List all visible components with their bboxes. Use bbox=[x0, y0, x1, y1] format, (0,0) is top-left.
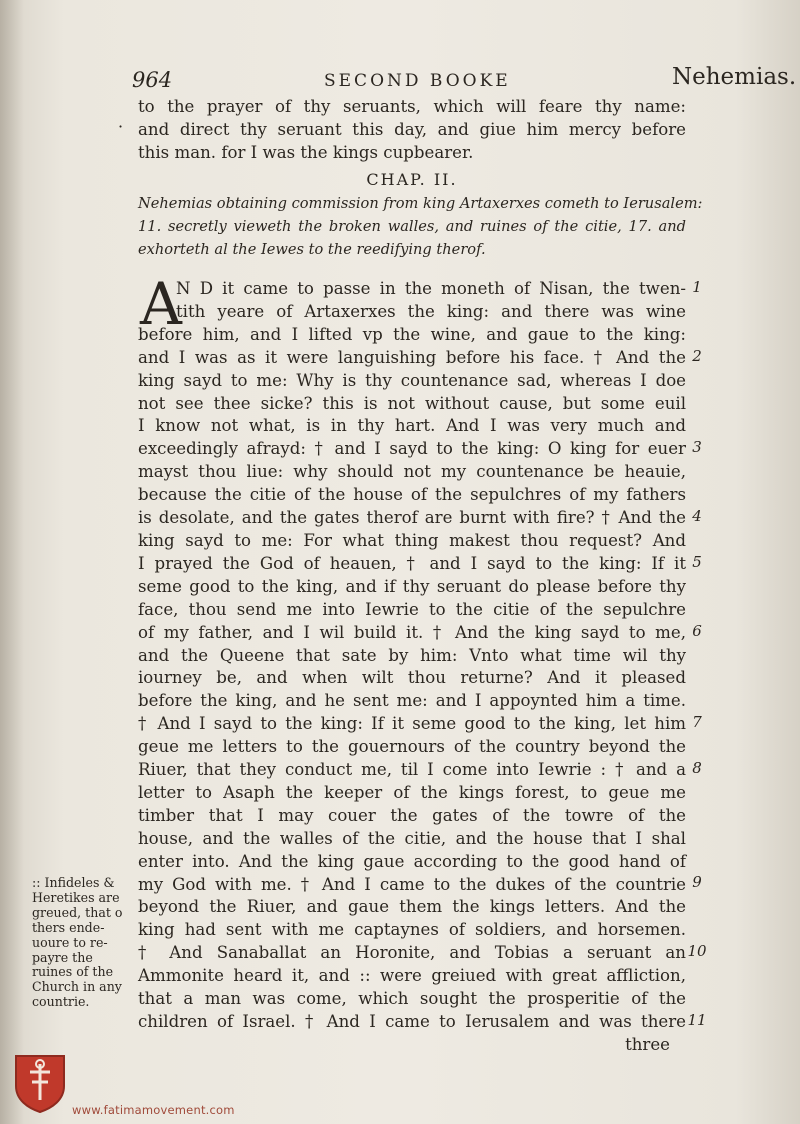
margin-annotation bbox=[32, 876, 142, 1010]
verse-number: 6 bbox=[692, 621, 702, 640]
body-line: king sayd to me: Why is thy countenance sad, whereas I doe bbox=[138, 370, 686, 390]
body-line: Ammonite heard it, and :: were greiued with great affliction, bbox=[138, 966, 686, 986]
body-line: children of Israel. † And I came to Ierusalem and was there bbox=[138, 1012, 686, 1031]
body-line: king sayd to me: For what thing makest thou request? And bbox=[138, 530, 686, 550]
margin-note-line: :: Infideles & bbox=[32, 875, 115, 890]
body-line: † And Sanaballat an Horonite, and Tobias a seruant an bbox=[138, 943, 686, 963]
chapter-opening bbox=[138, 96, 703, 261]
body-line: letter to Asaph the keeper of the kings forest, to geue me bbox=[138, 782, 686, 802]
verse-number: 4 bbox=[692, 507, 702, 525]
chapter-argument-line: 11. secretly vieweth the broken walles, and ruines of the citie, 17. and bbox=[138, 217, 686, 235]
chapter-argument-line: Nehemias obtaining commission from king Artaxerxes cometh to Ierusalem: bbox=[138, 194, 703, 212]
chapter-argument-line: exhorteth al the Iewes to the reedifying therof. bbox=[138, 240, 486, 258]
verse-number: 7 bbox=[692, 713, 702, 732]
catchword: three bbox=[625, 1034, 670, 1054]
margin-note-line: Church in any bbox=[32, 979, 122, 995]
verse-number: 5 bbox=[692, 552, 702, 571]
body-line: before the king, and he sent me: and I appoynted him a time. bbox=[138, 691, 686, 711]
margin-note-line: ruines of the bbox=[32, 964, 114, 980]
body-line: geue me letters to the gouernours of the country beyond the bbox=[138, 737, 686, 757]
shield-logo-icon bbox=[12, 1052, 68, 1114]
body-line: enter into. And the king gaue according to the good hand of bbox=[138, 851, 686, 871]
body-line: is desolate, and the gates therof are burnt with fire? † And the bbox=[138, 508, 686, 528]
body-line: face, thou send me into Iewrie to the citie of the sepulchre bbox=[138, 599, 686, 619]
margin-note-line: Heretikes are bbox=[32, 889, 120, 905]
chapter-heading: CHAP. II. bbox=[366, 169, 458, 189]
chapter-body bbox=[138, 270, 686, 1057]
body-line: because the citie of the house of the sepulchres of my fathers bbox=[138, 485, 686, 505]
body-line: Riuer, that they conduct me, til I come into Iewrie : † and a bbox=[138, 760, 686, 780]
body-line: that a man was come, which sought the prosperitie of the bbox=[138, 989, 686, 1009]
book-title: Nehemias. bbox=[672, 64, 797, 90]
body-line: mayst thou liue: why should not my countenance be heauie, bbox=[138, 462, 686, 482]
verse-number: 3 bbox=[692, 438, 702, 457]
body-line: and I was as it were languishing before his face. † And the bbox=[138, 347, 686, 367]
running-head: SECOND BOOKE bbox=[324, 71, 511, 91]
verse-number: 2 bbox=[692, 346, 702, 365]
body-line: iourney be, and when wilt thou returne? And it pleased bbox=[138, 668, 686, 688]
body-line: before him, and I lifted vp the wine, and gaue to the king: bbox=[138, 324, 686, 344]
body-line: † And I sayd to the king: If it seme good to the king, let him bbox=[138, 714, 686, 734]
body-line: timber that I may couer the gates of the towre of the bbox=[138, 805, 686, 825]
body-line: and the Queene that sate by him: Vnto what time wil thy bbox=[138, 645, 686, 665]
body-line: house, and the walles of the citie, and the house that I shal bbox=[138, 828, 686, 848]
body-line: N D it came to passe in the moneth of Nisan, the twen- bbox=[176, 279, 686, 298]
verse-number: 9 bbox=[692, 873, 702, 892]
body-line: my God with me. † And I came to the dukes of the countrie bbox=[138, 874, 686, 894]
body-line: king had sent with me captaynes of soldiers, and horsemen. bbox=[138, 920, 686, 940]
body-line: seme good to the king, and if thy seruant do please before thy bbox=[138, 576, 686, 596]
page-number: 964 bbox=[132, 68, 173, 92]
body-line: tith yeare of Artaxerxes the king: and there was wine bbox=[176, 301, 686, 321]
body-line: exceedingly afrayd: † and I sayd to the king: O king for euer bbox=[138, 439, 686, 459]
body-line: beyond the Riuer, and gaue them the kings letters. And the bbox=[138, 897, 686, 917]
verse-number: 10 bbox=[687, 942, 707, 961]
body-line: not see thee sicke? this is not without cause, but some euil bbox=[138, 393, 686, 413]
body-line: of my father, and I wil build it. † And the king sayd to me, bbox=[138, 622, 686, 642]
margin-note-line: payre the bbox=[32, 949, 93, 965]
text-line: this man. for I was the kings cupbearer. bbox=[138, 142, 474, 162]
page-gutter-shadow bbox=[0, 0, 24, 1124]
page-header bbox=[132, 58, 797, 92]
body-line: I prayed the God of heauen, † and I sayd to the king: If it bbox=[138, 553, 686, 573]
margin-note-line: uoure to re- bbox=[32, 934, 108, 950]
footer-website-link[interactable]: www.fatimamovement.com bbox=[72, 1103, 235, 1117]
text-line: to the prayer of thy seruants, which will feare thy name: bbox=[138, 97, 686, 116]
verse-number: 8 bbox=[692, 758, 702, 777]
verse-number: 1 bbox=[692, 278, 702, 296]
margin-note-line: thers ende- bbox=[32, 919, 105, 935]
margin-note-line: greued, that o bbox=[32, 904, 123, 920]
margin-note-line: countrie. bbox=[32, 994, 90, 1010]
body-line: I know not what, is in thy hart. And I was very much and bbox=[138, 416, 686, 436]
text-line: and direct thy seruant this day, and giue him mercy before bbox=[138, 119, 686, 139]
verse-number: 11 bbox=[687, 1010, 707, 1029]
drop-cap: A bbox=[140, 270, 182, 338]
margin-dot: · bbox=[118, 117, 124, 136]
